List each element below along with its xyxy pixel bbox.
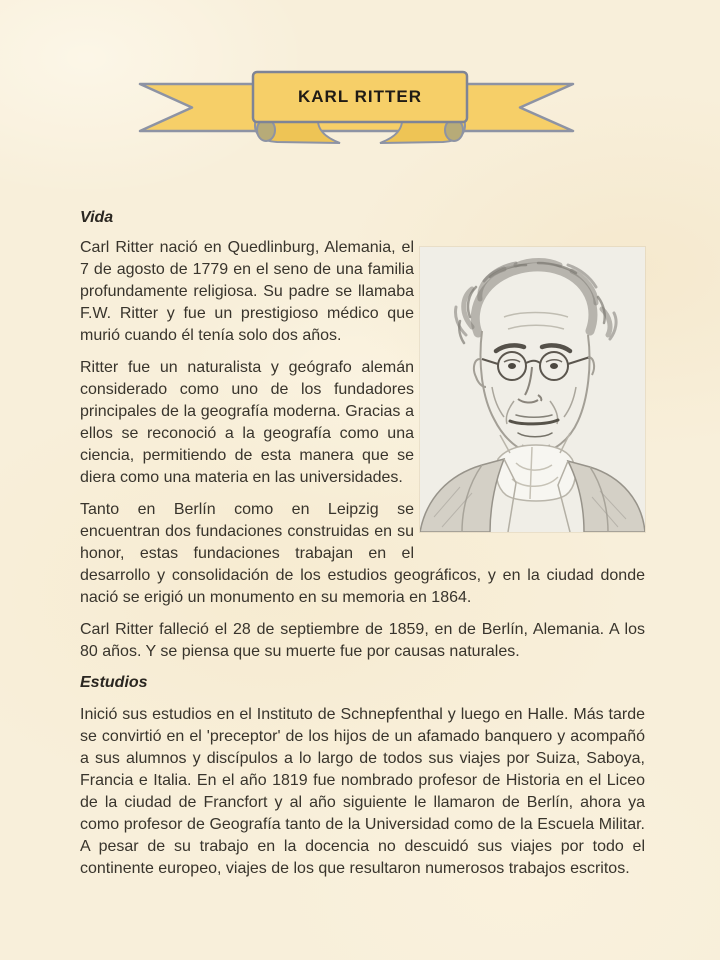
banner-title: KARL RITTER xyxy=(297,87,422,106)
title-ribbon xyxy=(0,0,720,160)
section-heading-estudios: Estudios xyxy=(80,674,148,691)
karl-ritter-portrait xyxy=(420,247,645,532)
section-heading-vida: Vida xyxy=(80,209,114,226)
vida-paragraph-3: Tanto en Berlín como en Leipzig se encuentran dos fundaciones construidas en su honor, estas fundaciones trabajan en el desarrollo y consolidación de los estudios geográficos, y en la ciudad donde nació se erigió un monumento en su memoria en 1864. xyxy=(80,501,645,606)
vida-paragraph-1: Carl Ritter nació en Quedlinburg, Alemania, el 7 de agosto de 1779 en el seno de una familia profundamente religiosa. Su padre se llamaba F.W. Ritter y fue un prestigioso médico que murió cuando él tenía solo dos años. xyxy=(80,239,414,344)
estudios-paragraph-1: Inició sus estudios en el Instituto de Schnepfenthal y luego en Halle. Más tarde se convirtió en el 'preceptor' de los hijos de un afamado banquero y acompañó a sus alumnos y discípulos a lo largo de todos sus viajes por Suiza, Saboya, Francia e Italia. En el año 1819 fue nombrado profesor de Historia en el Liceo de la ciudad de Francfort y al año siguiente le llamaron de Berlín, ahora ya como profesor de Geografía tanto de la Universidad como de la Escuela Militar. A pesar de su trabajo en la docencia no descuidó sus viajes por todo el continente europeo, viajes de los que resultaron numerosos trabajos escritos. xyxy=(80,706,645,877)
portrait-sketch xyxy=(420,247,645,532)
vida-paragraph-4: Carl Ritter falleció el 28 de septiembre de 1859, en de Berlín, Alemania. A los 80 años. Y se piensa que su muerte fue por causas naturales. xyxy=(80,621,645,660)
article xyxy=(80,208,645,890)
vida-paragraph-2: Ritter fue un naturalista y geógrafo alemán considerado como uno de los fundadores principales de la geografía moderna. Gracias a ellos se reconoció a la geografía como una ciencia, permitiendo de esta manera que se diera como una materia en las universidades. xyxy=(80,359,414,486)
